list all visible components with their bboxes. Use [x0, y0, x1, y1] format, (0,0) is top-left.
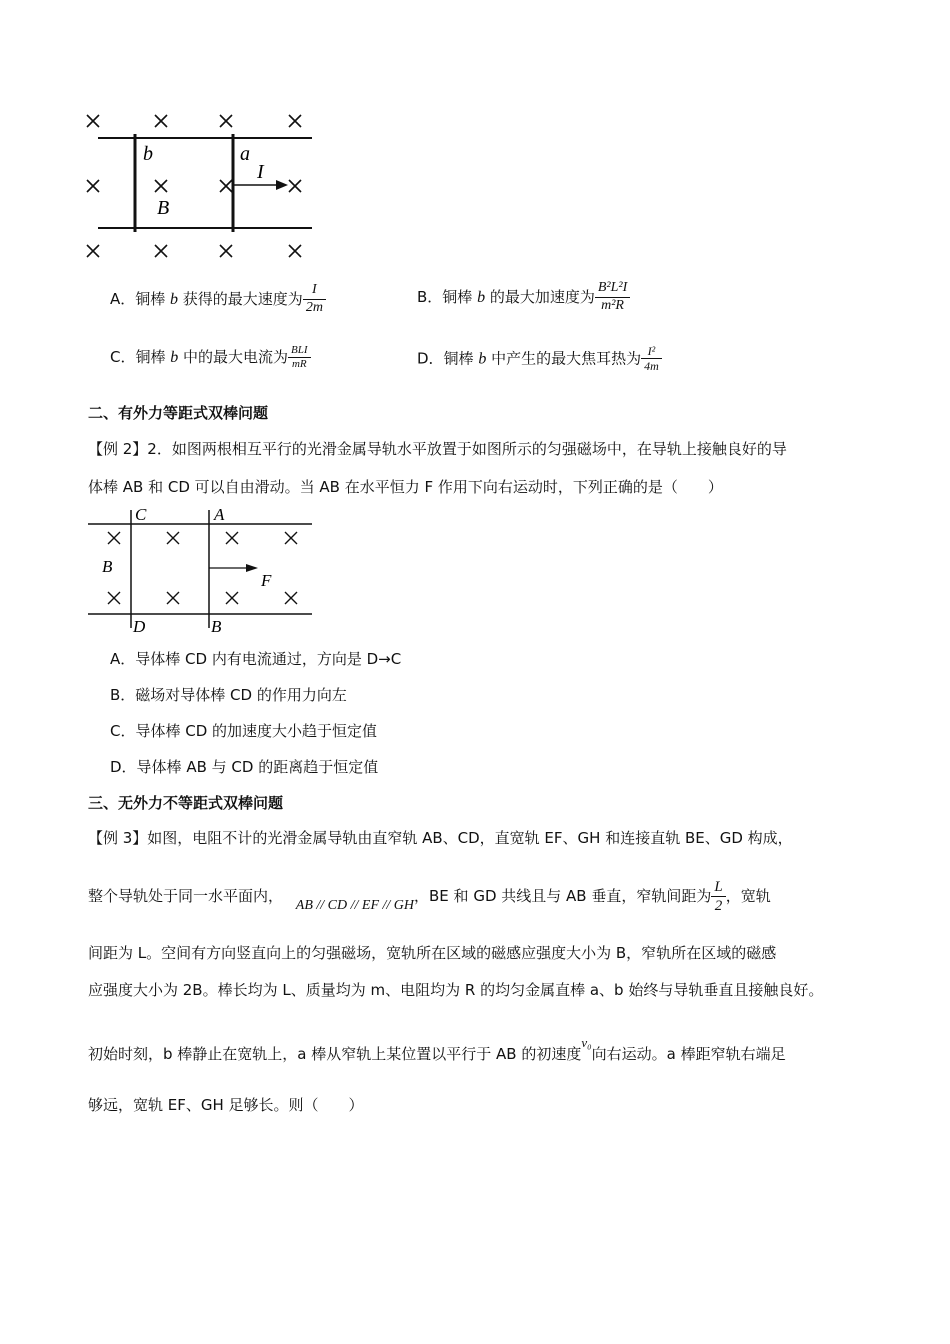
example-3-line-1: 【例 3】如图，电阻不计的光滑金属导轨由直窄轨 AB、CD，直宽轨 EF、GH 和连接直轨 BE、GD 构成， [88, 829, 793, 847]
fig1-label-a: a [240, 143, 250, 165]
q2-option-c: C．导体棒 CD 的加速度大小趋于恒定值 [110, 722, 378, 740]
q1-option-a: A．铜棒 b 获得的最大速度为 $\frac{I}{2m}$ [110, 282, 326, 317]
example-3-line-4: 应强度大小为 2B。棒长均为 L、质量均为 m、电阻均为 R 的均匀金属直棒 a、b 始终与导轨垂直且接触良好。 [88, 981, 824, 999]
fig2-label-C: C [135, 505, 147, 524]
fig2-label-B-field: B [102, 557, 113, 576]
q1-option-b: B．铜棒 b 的最大加速度为 $\frac{\text{B²L²I}}{\text{m²R}}$ [417, 280, 630, 315]
figure-1-diagram [80, 108, 320, 268]
q1-option-d: D．铜棒 b 中产生的最大焦耳热为 $\frac{\text{I²}}{4m}$ [417, 344, 662, 374]
fig2-label-D: D [133, 617, 146, 636]
example-3-line-5: 初始时刻，b 棒静止在宽轨上，a 棒从窄轨上某位置以平行于 AB 的初速度v₀向右运动。a 棒距窄轨右端足 [88, 1035, 786, 1063]
example-3-line-6: 够远，宽轨 EF、GH 足够长。则（ ） [88, 1096, 364, 1114]
q2-option-b: B．磁场对导体棒 CD 的作用力向左 [110, 686, 347, 704]
q2-option-a: A．导体棒 CD 内有电流通过，方向是 D→C [110, 650, 402, 668]
section-2-title: 二、有外力等距式双棒问题 [88, 404, 269, 422]
q2-option-d: D．导体棒 AB 与 CD 的距离趋于恒定值 [110, 758, 379, 776]
fig1-label-B: B [157, 197, 170, 219]
fig1-label-I: I [257, 161, 264, 183]
example-2-line-1: 【例 2】2．如图两根相互平行的光滑金属导轨水平放置于如图所示的匀强磁场中，在导轨上接触良好的导 [88, 440, 787, 458]
example-2-line-2: 体棒 AB 和 CD 可以自由滑动。当 AB 在水平恒力 F 作用下向右运动时，下列正确的是（ ） [88, 478, 723, 496]
fig1-label-b: b [143, 143, 153, 165]
example-3-line-2: 整个导轨处于同一水平面内， AB // CD // EF // GH，BE 和 GD 共线且与 AB 垂直，窄轨间距为 $\frac{L}{2}$ ，宽轨 [88, 879, 771, 914]
figure-2-diagram [80, 504, 320, 636]
q1-option-c: C．铜棒 b 中的最大电流为 $\frac{\text{BLI}}{mR}$ [110, 344, 311, 371]
fig2-label-A: A [214, 505, 225, 524]
fig2-label-B-end: B [211, 617, 222, 636]
section-3-title: 三、无外力不等距式双棒问题 [88, 794, 284, 812]
example-3-line-3: 间距为 L。空间有方向竖直向上的匀强磁场，宽轨所在区域的磁感应强度大小为 B，窄轨所在区域的磁感 [88, 944, 777, 962]
fig2-label-F: F [261, 571, 272, 590]
